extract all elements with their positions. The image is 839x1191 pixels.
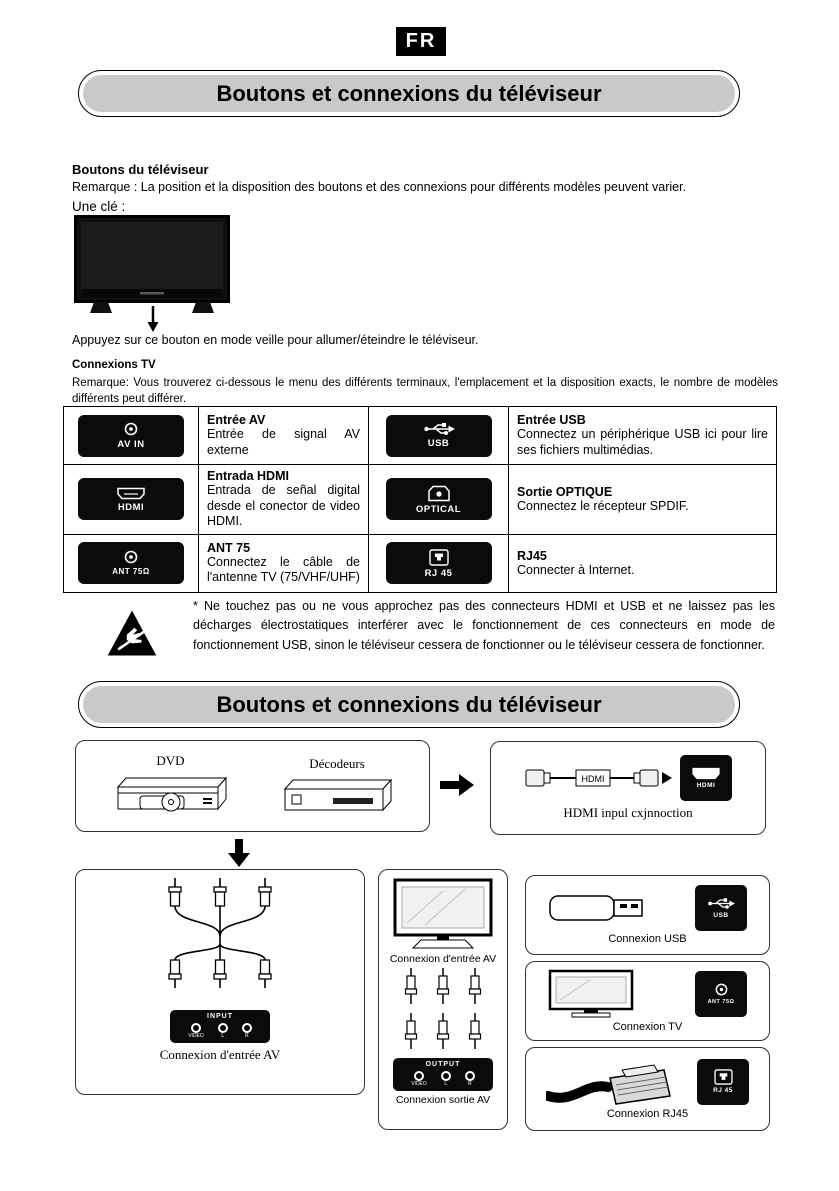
port-label: HDMI [696,781,716,789]
section-banner-top-title: Boutons et connexions du téléviseur [83,75,735,112]
port-desc: Connectez un périphérique USB ici pour lire ses fichiers multimédias. [517,426,768,457]
tv-front-icon [74,215,230,315]
usb-port-icon [695,885,747,931]
section-banner-bottom [78,681,740,728]
rj45-caption: Connexion RJ45 [606,1108,689,1120]
right-arrow-icon [440,774,474,801]
av-input-panel [170,1010,270,1043]
port-desc: Connectez le récepteur SPDIF. [517,498,689,513]
port-label: AV IN [117,438,145,450]
buttons-heading: Boutons du téléviseur [72,162,209,177]
right-audio-jack [242,1023,252,1039]
video-jack [411,1071,427,1087]
coax-jack-icon [123,550,139,565]
video-jack [188,1023,204,1039]
connections-remark: Remarque: Vous trouverez ci-dessous le menu des différents terminaux, l'emplacement et la disposition exacts, le nombre de modèles différents peut différer. [72,377,778,405]
ethernet-jack-icon [429,549,449,566]
port-label: RJ 45 [713,1087,733,1095]
jack-label: R [244,1033,249,1040]
esd-warning-text: * Ne touchez pas ou ne vous approchez pas des connecteurs HDMI et USB et ne laissez pas les décharges électrostatiques interférer avec le fonctionnement de ces connecteurs en mode de fonctionnement USB, sinon le téléviseur cessera de fonctionner ou le téléviseur cessera de fonctionner. [193,599,775,652]
tv-connection-caption: Connexion TV [612,1021,683,1033]
decoder-box [277,756,397,816]
jack-label: VIDEO [411,1081,427,1088]
port-title: Entrée USB [517,412,586,427]
port-title: Entrée AV [207,412,266,427]
port-title: Entrada HDMI [207,469,289,483]
hdmi-connection-box [490,741,766,835]
tv-icon [393,878,493,950]
dvd-player [108,753,233,819]
hdmi-cable-label: HDMI [581,774,605,784]
tv-icon [548,969,634,1019]
dvd-player-icon [108,773,233,819]
av-output-caption: Connexion sortie AV [395,1094,491,1107]
rca-plugs-icon [395,1013,491,1055]
hdmi-port-icon [78,478,184,520]
port-label: OPTICAL [415,503,462,515]
optical-port-icon [386,478,492,520]
jack-ring-icon [191,1023,201,1033]
hdmi-cable-icon [524,761,674,795]
tv-av-input-caption: Connexion d'entrée AV [389,953,497,965]
left-audio-jack [441,1071,451,1087]
usb-connection-box [525,875,770,955]
esd-warning-icon [106,608,158,663]
av-input-box [75,869,365,1095]
port-label: USB [427,438,450,450]
rca-plugs-icon [395,968,491,1010]
antenna-port-icon [78,542,184,584]
left-audio-jack [218,1023,228,1039]
ethernet-cable-icon [546,1058,696,1106]
jack-ring-icon [242,1023,252,1033]
port-title: Sortie OPTIQUE [517,484,613,499]
rca-cables-icon [145,876,295,1006]
table-row [64,534,777,592]
port-label: ANT 75Ω [112,567,150,577]
jack-ring-icon [414,1071,424,1081]
hdmi-connector-icon [116,487,146,500]
port-title: ANT 75 [207,540,251,555]
rj45-port-icon [386,542,492,584]
jack-ring-icon [218,1023,228,1033]
port-label: HDMI [117,501,145,513]
language-badge: FR [396,27,446,56]
buttons-remark: Remarque : La position et la disposition des boutons et des connexions pour différents modèles peuvent varier. [72,180,687,194]
key-label: Une clé : [72,199,126,214]
usb-drive-icon [548,890,658,926]
connections-heading: Connexions TV [72,359,156,371]
right-audio-jack [465,1071,475,1087]
tv-illustration [74,215,230,320]
connections-table [63,406,777,593]
tv-av-box [378,869,508,1130]
table-row [64,465,777,535]
rj45-port-icon [697,1059,749,1105]
jack-label: L [444,1081,448,1088]
usb-trident-icon [423,422,455,436]
hdmi-port-icon [680,755,732,801]
port-desc: Connectez le câble de l'antenne TV (75/VHF/UHF) [207,554,360,585]
jack-label: VIDEO [188,1033,204,1040]
hdmi-caption: HDMI inpul cxjnnoction [563,805,693,820]
down-arrow-big-icon [228,839,250,872]
jack-ring-icon [465,1071,475,1081]
hdmi-connector-icon [691,767,721,780]
decoder-label: Décodeurs [309,756,365,771]
usb-caption: Connexion USB [608,933,687,945]
port-title: RJ45 [517,548,547,563]
usb-trident-icon [707,897,735,910]
section-banner-top [78,70,740,117]
section-banner-bottom-title: Boutons et connexions du téléviseur [83,686,735,723]
panel-title: INPUT [207,1013,233,1020]
port-desc: Entrée de signal AV externe [207,426,360,457]
optical-connector-icon [428,485,450,502]
port-label: RJ 45 [424,567,453,579]
port-desc: Connecter à Internet. [517,562,635,577]
av-output-panel [393,1058,493,1091]
port-label: ANT 75Ω [707,998,735,1005]
usb-port-icon [386,415,492,457]
coax-jack-icon [714,983,729,997]
jack-ring-icon [441,1071,451,1081]
table-row [64,407,777,465]
ethernet-jack-icon [714,1069,733,1085]
port-desc: Entrada de señal digital desde el conector de video HDMI. [207,483,360,529]
av-input-caption: Connexion d'entrée AV [159,1047,281,1063]
rca-jack-icon [123,422,139,437]
press-note: Appuyez sur ce bouton en mode veille pour allumer/éteindre le téléviseur. [72,333,479,347]
jack-label: L [221,1033,225,1040]
rj45-connection-box [525,1047,770,1131]
antenna-port-icon [695,971,747,1017]
sources-box [75,740,430,832]
jack-label: R [467,1081,472,1088]
decoder-icon [277,776,397,816]
av-in-port-icon [78,415,184,457]
tv-connection-box [525,961,770,1041]
port-label: USB [713,911,729,919]
panel-title: OUTPUT [425,1061,461,1068]
dvd-label: DVD [156,753,185,768]
